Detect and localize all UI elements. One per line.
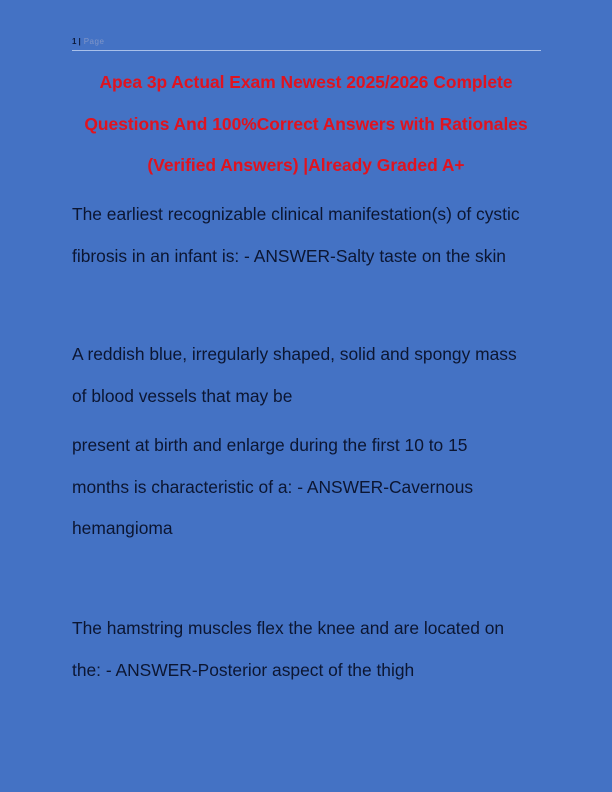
question-hemangioma-part1 xyxy=(72,334,517,417)
question-line: months is characteristic of a: - ANSWER-Cavernous xyxy=(72,476,474,497)
page-label: Page xyxy=(83,37,105,46)
question-cystic-fibrosis xyxy=(72,194,520,277)
question-line: of blood vessels that may be xyxy=(72,385,293,406)
title-line: Apea 3p Actual Exam Newest 2025/2026 Complete xyxy=(99,72,513,92)
document-title xyxy=(60,62,552,187)
question-line: A reddish blue, irregularly shaped, solid and spongy mass xyxy=(72,344,517,364)
title-line: Questions And 100%Correct Answers with Rationales xyxy=(84,113,528,134)
question-hemangioma-part2 xyxy=(72,425,473,550)
question-line: fibrosis in an infant is: - ANSWER-Salty taste on the skin xyxy=(72,245,506,266)
question-line: The hamstring muscles flex the knee and are located on xyxy=(72,618,505,638)
page-header xyxy=(72,36,541,51)
page-separator: | xyxy=(78,37,81,46)
question-line: present at birth and enlarge during the first 10 to 15 xyxy=(72,435,468,455)
question-line: the: - ANSWER-Posterior aspect of the thigh xyxy=(72,659,415,680)
question-line: hemangioma xyxy=(72,518,173,538)
title-line: (Verified Answers) |Already Graded A+ xyxy=(147,155,465,175)
question-line: The earliest recognizable clinical manifestation(s) of cystic xyxy=(72,204,520,224)
page-number: 1 xyxy=(72,37,77,46)
question-hamstring xyxy=(72,608,504,691)
